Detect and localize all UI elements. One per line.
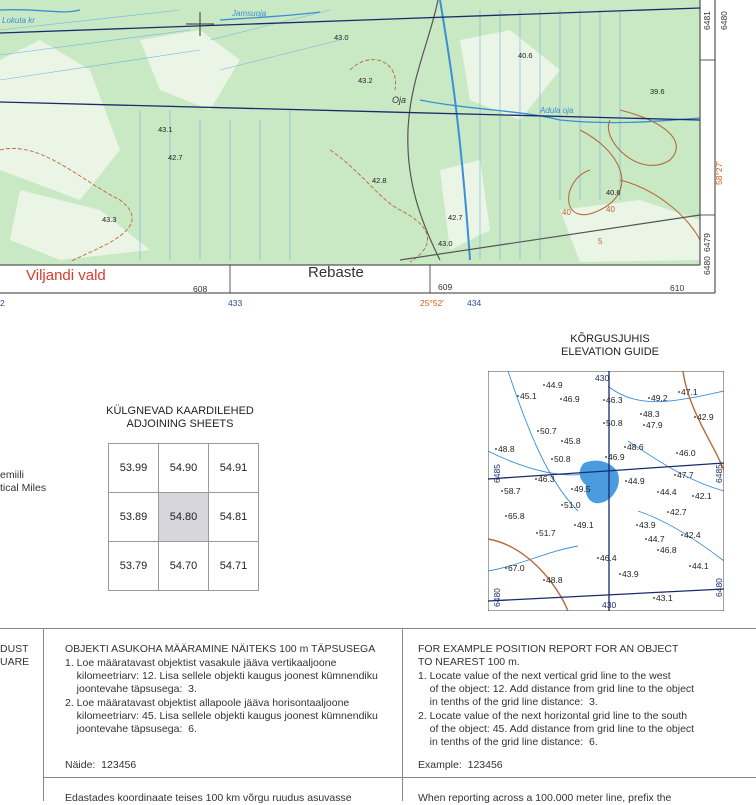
et-title: OBJEKTI ASUKOHA MÄÄRAMINE NÄITEKS 100 m TÄPSUSEGA	[65, 643, 376, 655]
guide-spot-height: 42.1	[695, 491, 712, 501]
spot-height-dot	[681, 534, 683, 536]
spot-height-dot	[495, 448, 497, 450]
spot-height-dot	[603, 422, 605, 424]
grid-label-bottom: 610	[670, 283, 685, 293]
geo-label-bottom: 433	[228, 298, 243, 308]
spot-height-dot	[536, 532, 538, 534]
spot-height: 42.7	[448, 213, 463, 222]
spot-height-dot	[619, 573, 621, 575]
guide-spot-height: 44.4	[660, 487, 677, 497]
guide-spot-height: 51.7	[539, 528, 556, 538]
spot-height-dot	[561, 440, 563, 442]
guide-spot-height: 46.4	[600, 553, 617, 563]
guide-grid-label: 6485	[492, 464, 502, 483]
spot-height-dot	[543, 579, 545, 581]
spot-height-dot	[537, 430, 539, 432]
spot-height-dot	[535, 478, 537, 480]
guide-spot-height: 45.1	[520, 391, 537, 401]
spot-height-dot	[678, 391, 680, 393]
grid-reference-instructions	[0, 628, 756, 804]
spot-height-dot	[653, 597, 655, 599]
grid-label-right: 6479	[702, 233, 712, 252]
spot-height-dot	[640, 413, 642, 415]
left-column-text	[0, 643, 29, 669]
spot-height: 40.6	[606, 188, 621, 197]
guide-spot-height: 46.0	[679, 448, 696, 458]
adjoining-sheet-cell: 54.91	[209, 444, 259, 493]
topographic-map	[0, 0, 756, 310]
geo-label-bottom: 434	[467, 298, 482, 308]
guide-spot-height: 44.1	[692, 561, 709, 571]
et-steps: 1. Loe määratavast objektist vasakule jääva vertikaaljoone kilomeetriarv: 12. Lisa sellele objekti kaugus joonest kümnendiku joontevahe täpsusega: 3. 2. Loe määratavast objektist allapoole jääva horisontaaljoone kilomeetriarv: 45. Lisa sellele objekti kaugus joonest kümnendiku joontevahe täpsusega: 6.	[65, 657, 378, 736]
municipality-label: Viljandi vald	[26, 267, 106, 284]
adjoining-sheet-cell: 53.99	[109, 444, 159, 493]
contour-label: 40	[606, 205, 615, 214]
guide-spot-height: 42.4	[684, 530, 701, 540]
stream-label-adula: Adula oja	[540, 106, 574, 115]
spot-height: 39.6	[650, 87, 665, 96]
spot-height: 40.6	[518, 51, 533, 60]
spot-height-dot	[560, 398, 562, 400]
guide-spot-height: 49.5	[574, 484, 591, 494]
scale-note-line2: tical Miles	[0, 482, 47, 494]
spot-height-dot	[667, 511, 669, 513]
adjoining-title-en: ADJOINING SHEETS	[126, 418, 234, 430]
spot-height-dot	[657, 491, 659, 493]
current-sheet-cell: 54.80	[159, 493, 209, 542]
latitude-label: 58°27'	[714, 161, 724, 185]
elevation-guide-title	[540, 333, 680, 359]
guide-grid-label: 430	[602, 600, 617, 610]
spot-height-dot	[551, 458, 553, 460]
spot-height-dot	[648, 397, 650, 399]
guide-spot-height: 50.8	[606, 418, 623, 428]
guide-spot-height: 44.9	[546, 380, 563, 390]
scale-note-line1: emiili	[0, 469, 24, 481]
guide-spot-height: 48.8	[498, 444, 515, 454]
guide-spot-height: 42.7	[670, 507, 687, 517]
spot-height: 43.1	[158, 125, 173, 134]
guide-spot-height: 49.1	[577, 520, 594, 530]
guide-spot-height: 42.9	[697, 412, 714, 422]
spot-height-dot	[625, 480, 627, 482]
guide-spot-height: 47.1	[681, 387, 698, 397]
spot-height-dot	[694, 416, 696, 418]
guide-spot-height: 50.7	[540, 426, 557, 436]
guide-spot-height: 49.2	[651, 393, 668, 403]
contour-label: 5	[598, 237, 603, 246]
en-example: Example: 123456	[418, 759, 503, 771]
adjoining-sheets-grid	[108, 443, 259, 591]
grid-label-bottom: 609	[438, 282, 453, 292]
spot-height: 43.2	[358, 76, 373, 85]
spot-height: 42.8	[372, 176, 387, 185]
spot-height: 43.0	[334, 33, 349, 42]
adjoining-title-et: KÜLGNEVAD KAARDILEHED	[106, 405, 254, 417]
spot-height-dot	[689, 565, 691, 567]
guide-spot-height: 48.8	[546, 575, 563, 585]
guide-grid-label: 6480	[714, 578, 724, 597]
guide-grid-label: 430	[595, 373, 610, 383]
spot-height-dot	[624, 446, 626, 448]
left-col-line1: DUST	[0, 643, 29, 655]
adjoining-sheet-cell: 54.70	[159, 542, 209, 591]
guide-spot-height: 43.9	[622, 569, 639, 579]
adjoining-sheet-cell: 53.79	[109, 542, 159, 591]
spot-height-dot	[645, 538, 647, 540]
stream-label-lokuta: Lokuta kr	[2, 16, 35, 25]
spot-height-dot	[636, 524, 638, 526]
guide-spot-height: 43.1	[656, 593, 673, 603]
guide-spot-height: 46.8	[660, 545, 677, 555]
elevation-guide-title-et: KÕRGUSJUHIS	[570, 333, 650, 345]
village-label: Rebaste	[308, 264, 364, 281]
spot-height-dot	[505, 567, 507, 569]
et-example: Näide: 123456	[65, 759, 137, 771]
guide-spot-height: 44.7	[648, 534, 665, 544]
spot-height: 42.7	[168, 153, 183, 162]
adjoining-sheet-cell: 54.90	[159, 444, 209, 493]
spot-height-dot	[676, 452, 678, 454]
guide-grid-label: 6485	[714, 464, 724, 483]
spot-height-dot	[517, 395, 519, 397]
grid-label-right: 6480	[719, 11, 729, 30]
guide-spot-height: 44.9	[628, 476, 645, 486]
guide-spot-height: 46.9	[608, 452, 625, 462]
spot-height-dot	[561, 504, 563, 506]
spot-height-dot	[505, 515, 507, 517]
spot-height-dot	[643, 424, 645, 426]
place-label-oja: Oja	[392, 95, 407, 105]
spot-height-dot	[543, 384, 545, 386]
en-title: FOR EXAMPLE POSITION REPORT FOR AN OBJECT TO NEAREST 100 m.	[418, 643, 679, 669]
guide-spot-height: 45.8	[564, 436, 581, 446]
guide-spot-height: 58.7	[504, 486, 521, 496]
adjoining-sheet-cell: 54.71	[209, 542, 259, 591]
guide-spot-height: 67.0	[508, 563, 525, 573]
adjoining-sheet-cell: 53.89	[109, 493, 159, 542]
guide-spot-height: 46.3	[538, 474, 555, 484]
spot-height-dot	[674, 474, 676, 476]
spot-height-dot	[571, 488, 573, 490]
spot-height-dot	[657, 549, 659, 551]
contour-label: 40	[562, 208, 571, 217]
guide-spot-height: 65.8	[508, 511, 525, 521]
en-steps: 1. Locate value of the next vertical grid line to the west of the object: 12. Add distance from grid line to the object in tenths of the grid line distance: 3. 2. Locate value of the next horizontal grid line to the south of the object: 45. Add distance from grid line to the object in tenths of the grid line distance: 6.	[418, 670, 695, 749]
guide-spot-height: 48.3	[643, 409, 660, 419]
guide-spot-height: 50.8	[554, 454, 571, 464]
guide-spot-height: 47.7	[677, 470, 694, 480]
adjoining-sheet-cell: 54.81	[209, 493, 259, 542]
en-footer: When reporting across a 100.000 meter line, prefix the	[418, 792, 672, 804]
spot-height-dot	[597, 557, 599, 559]
spot-height-dot	[574, 524, 576, 526]
grid-label-right: 6480	[702, 256, 712, 275]
guide-grid-label: 6480	[492, 588, 502, 607]
spot-height: 43.0	[438, 239, 453, 248]
adjoining-sheets-title	[95, 405, 265, 431]
grid-label-bottom: 608	[193, 284, 208, 294]
spot-height: 43.3	[102, 215, 117, 224]
spot-height-dot	[605, 456, 607, 458]
spot-height-dot	[603, 399, 605, 401]
guide-spot-height: 46.9	[563, 394, 580, 404]
left-col-line2: UARE	[0, 656, 30, 668]
geo-label-bottom: 2	[0, 298, 5, 308]
longitude-label: 25°52'	[420, 298, 444, 308]
guide-spot-height: 43.9	[639, 520, 656, 530]
scale-note	[0, 469, 46, 495]
guide-spot-height: 48.6	[627, 442, 644, 452]
elevation-guide-title-en: ELEVATION GUIDE	[560, 346, 659, 358]
guide-spot-height: 46.3	[606, 395, 623, 405]
grid-label-right: 6481	[702, 11, 712, 30]
guide-spot-height: 47.9	[646, 420, 663, 430]
elevation-guide-map	[488, 371, 724, 611]
spot-height-dot	[692, 495, 694, 497]
et-footer: Edastades koordinaate teises 100 km võrgu ruudus asuvasse	[65, 792, 352, 804]
stream-label-jamsuoja: Jamsuoja	[232, 9, 267, 18]
spot-height-dot	[501, 490, 503, 492]
guide-spot-height: 51.0	[564, 500, 581, 510]
